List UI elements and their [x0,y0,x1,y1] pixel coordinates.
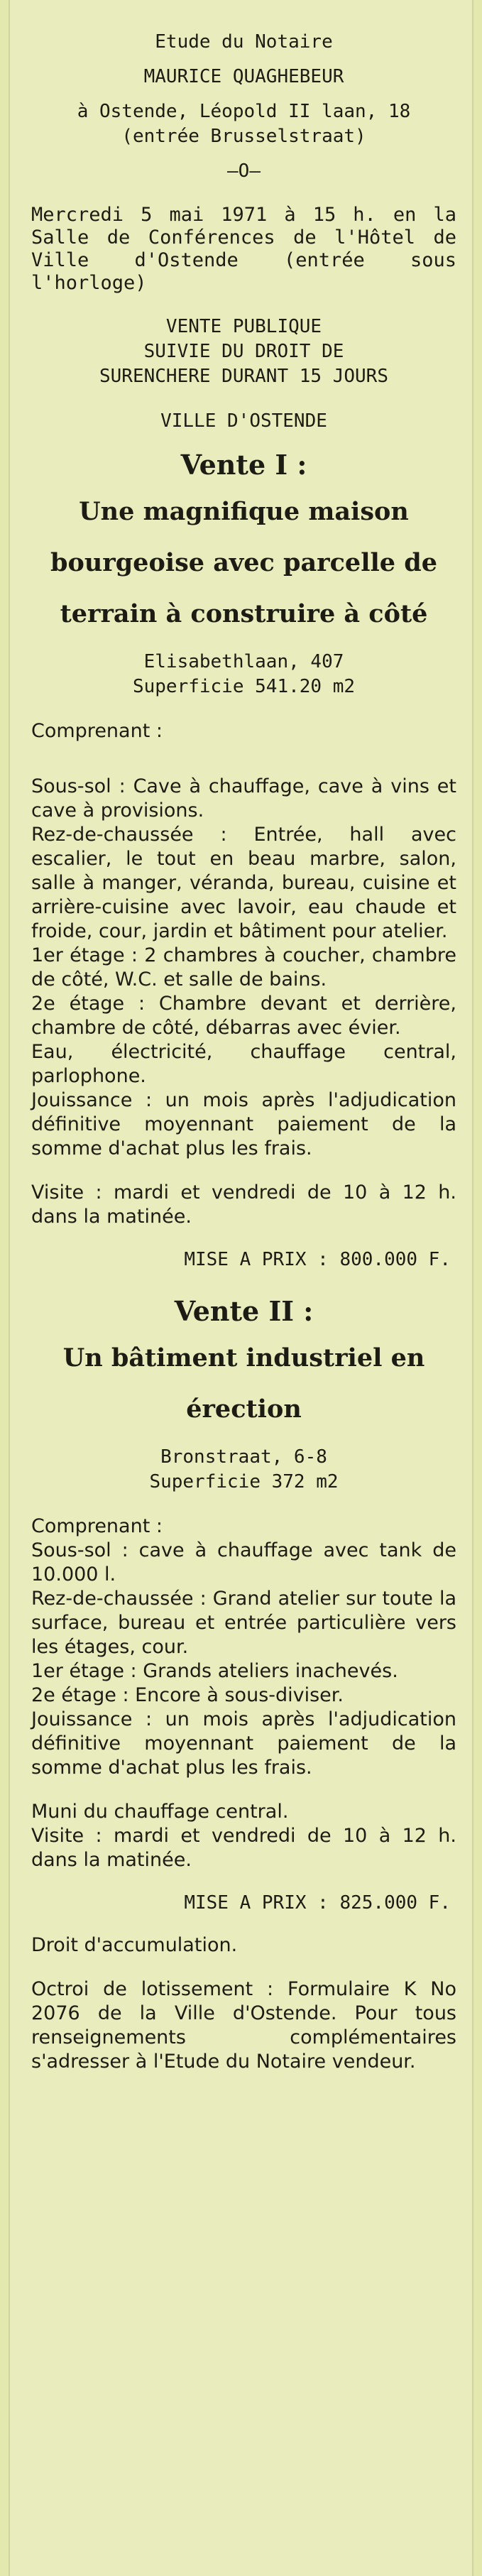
vente1-title-line2: bourgeoise avec parcelle de [50,548,437,577]
footer-notes [31,1933,456,2074]
vente1-title-line1: Une magnifique maison [79,497,409,526]
vente1-paragraph: 2e étage : Chambre devant et derrière, chambre de côté, débarras avec évier. [31,993,456,1039]
vente2-title-line1: Un bâtiment industriel en [62,1343,425,1372]
vente2-visite: Visite : mardi et vendredi de 10 à 12 h. dans la matinée. [31,1825,456,1871]
vente2-paragraph: Comprenant : [31,1515,163,1537]
vente2-title-line2: érection [186,1395,302,1424]
vente1-paragraph: Eau, électricité, chauffage central, parlophone. [31,1041,456,1087]
vente2-mise-a-prix: MISE A PRIX : 825.000 F. [184,1892,451,1914]
vente2-surface: Superficie 372 m2 [149,1471,339,1492]
vente2-heading: Vente II : [174,1295,314,1327]
vente2-address: Bronstraat, 6-8 [160,1446,327,1468]
vente1-paragraph: Jouissance : un mois après l'adjudication définitive moyennant paiement de la somme d'achat plus les frais. [31,1089,456,1159]
notary-entrance: (entrée Brusselstraat) [121,126,366,147]
droit-accumulation: Droit d'accumulation. [31,1934,238,1956]
vente1-description [31,719,456,1229]
vente1-paragraph: Sous-sol : Cave à chauffage, cave à vins et cave à provisions. [31,775,456,822]
vente1-paragraph: Rez-de-chaussée : Entrée, hall avec escalier, le tout en beau marbre, salon, salle à manger, véranda, bureau, cuisine et arrière-cuisine avec lavoir, eau chaude et froide, cour, jardin et bâtiment pour atelier. [31,824,456,942]
notary-address: à Ostende, Léopold II laan, 18 [77,101,411,122]
notary-name: MAURICE QUAGHEBEUR [143,66,344,87]
vente2-description [31,1515,456,1872]
vente1-paragraph: 1er étage : 2 chambres à coucher, chambre de côté, W.C. et salle de bains. [31,944,456,990]
vente1-visite: Visite : mardi et vendredi de 10 à 12 h. dans la matinée. [31,1181,456,1228]
separator: —O— [227,160,261,182]
vente2-paragraph: Jouissance : un mois après l'adjudication définitive moyennant paiement de la somme d'achat plus les frais. [31,1708,456,1779]
vente1-heading: Vente I : [180,449,307,481]
vente2-muni: Muni du chauffage central. [31,1801,289,1823]
octroi-lotissement: Octroi de lotissement : Formulaire K No 2076 de la Ville d'Ostende. Pour tous renseignements complémentaires s'adresser à l'Etude du Notaire vendeur. [31,1978,456,2073]
city-name: VILLE D'OSTENDE [160,410,327,432]
sale-type-line3: SURENCHERE DURANT 15 JOURS [99,366,388,387]
notice-column [9,0,473,2576]
notary-office-label: Etude du Notaire [155,31,333,53]
vente1-address: Elisabethlaan, 407 [143,651,344,672]
vente1-surface: Superficie 541.20 m2 [132,676,356,697]
vente1-comprenant: Comprenant : [31,720,163,742]
vente1-mise-a-prix: MISE A PRIX : 800.000 F. [184,1249,451,1270]
sale-type-line2: SUIVIE DU DROIT DE [143,341,344,362]
sale-date-location: Mercredi 5 mai 1971 à 15 h. en la Salle de Conférences de l'Hôtel de Ville d'Ostende (entrée sous l'horloge) [31,204,456,294]
vente2-paragraph: Sous-sol : cave à chauffage avec tank de 10.000 l. [31,1539,456,1586]
sale-type-line1: VENTE PUBLIQUE [165,316,322,337]
vente2-paragraph: 2e étage : Encore à sous-diviser. [31,1684,344,1706]
vente2-paragraph: 1er étage : Grands ateliers inachevés. [31,1660,398,1682]
vente2-paragraph: Rez-de-chaussée : Grand atelier sur toute la surface, bureau et entrée particulière vers les étages, cour. [31,1588,456,1658]
vente1-title-line3: terrain à construire à côté [60,599,428,628]
